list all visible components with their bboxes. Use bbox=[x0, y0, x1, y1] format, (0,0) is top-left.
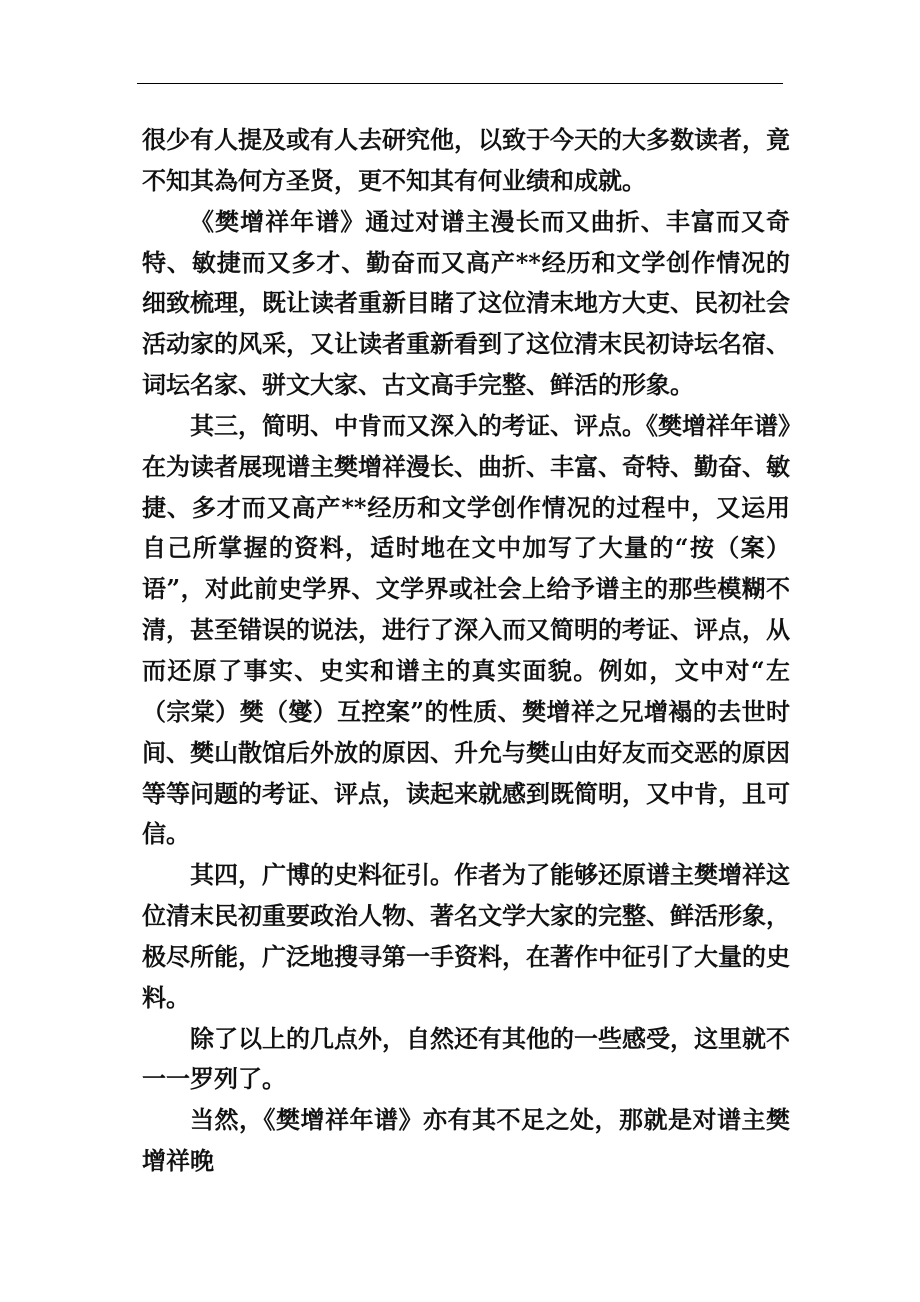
paragraph-point-four: 其四，广博的史料征引。作者为了能够还原谱主樊增祥这位清末民初重要政治人物、著名文学大家的完整、鲜活形象，极尽所能，广泛地搜寻第一手资料，在著作中征引了大量的史料。 bbox=[142, 860, 790, 1012]
paragraph-nianpu-summary: 《樊增祥年谱》通过对谱主漫长而又曲折、丰富而又奇特、敏捷而又多才、勤奋而又高产**经历和文学创作情况的细致梳理，既让读者重新目睹了这位清末地方大吏、民初社会活动家的风采，又让读者重新看到了这位清末民初诗坛名宿、词坛名家、骈文大家、古文高手完整、鲜活的形象。 bbox=[142, 206, 790, 400]
paragraph-point-three: 其三，简明、中肯而又深入的考证、评点。《樊增祥年谱》在为读者展现谱主樊增祥漫长、曲折、丰富、奇特、勤奋、敏捷、多才而又高产**经历和文学创作情况的过程中，又运用自己所掌握的资料，适时地在文中加写了大量的“按（案）语”，对此前史学界、文学界或社会上给予谱主的那些模糊不清，甚至错误的说法，进行了深入而又简明的考证、评点，从而还原了事实、史实和谱主的真实面貌。例如，文中对“左（宗棠）樊（燮）互控案”的性质、樊增祥之兄增褟的去世时间、樊山散馆后外放的原因、升允与樊山由好友而交恶的原因等等问题的考证、评点，读起来就感到既简明，又中肯，且可信。 bbox=[142, 410, 790, 849]
paragraph-shortcomings: 当然，《樊增祥年谱》亦有其不足之处，那就是对谱主樊增祥晚 bbox=[142, 1105, 790, 1176]
body-text bbox=[142, 120, 790, 1182]
paragraph-continuation: 很少有人提及或有人去研究他，以致于今天的大多数读者，竟不知其為何方圣贤，更不知其有何业绩和成就。 bbox=[142, 125, 790, 195]
header-rule bbox=[137, 83, 783, 84]
paragraph-other-feelings: 除了以上的几点外，自然还有其他的一些感受，这里就不一一罗列了。 bbox=[142, 1023, 790, 1094]
